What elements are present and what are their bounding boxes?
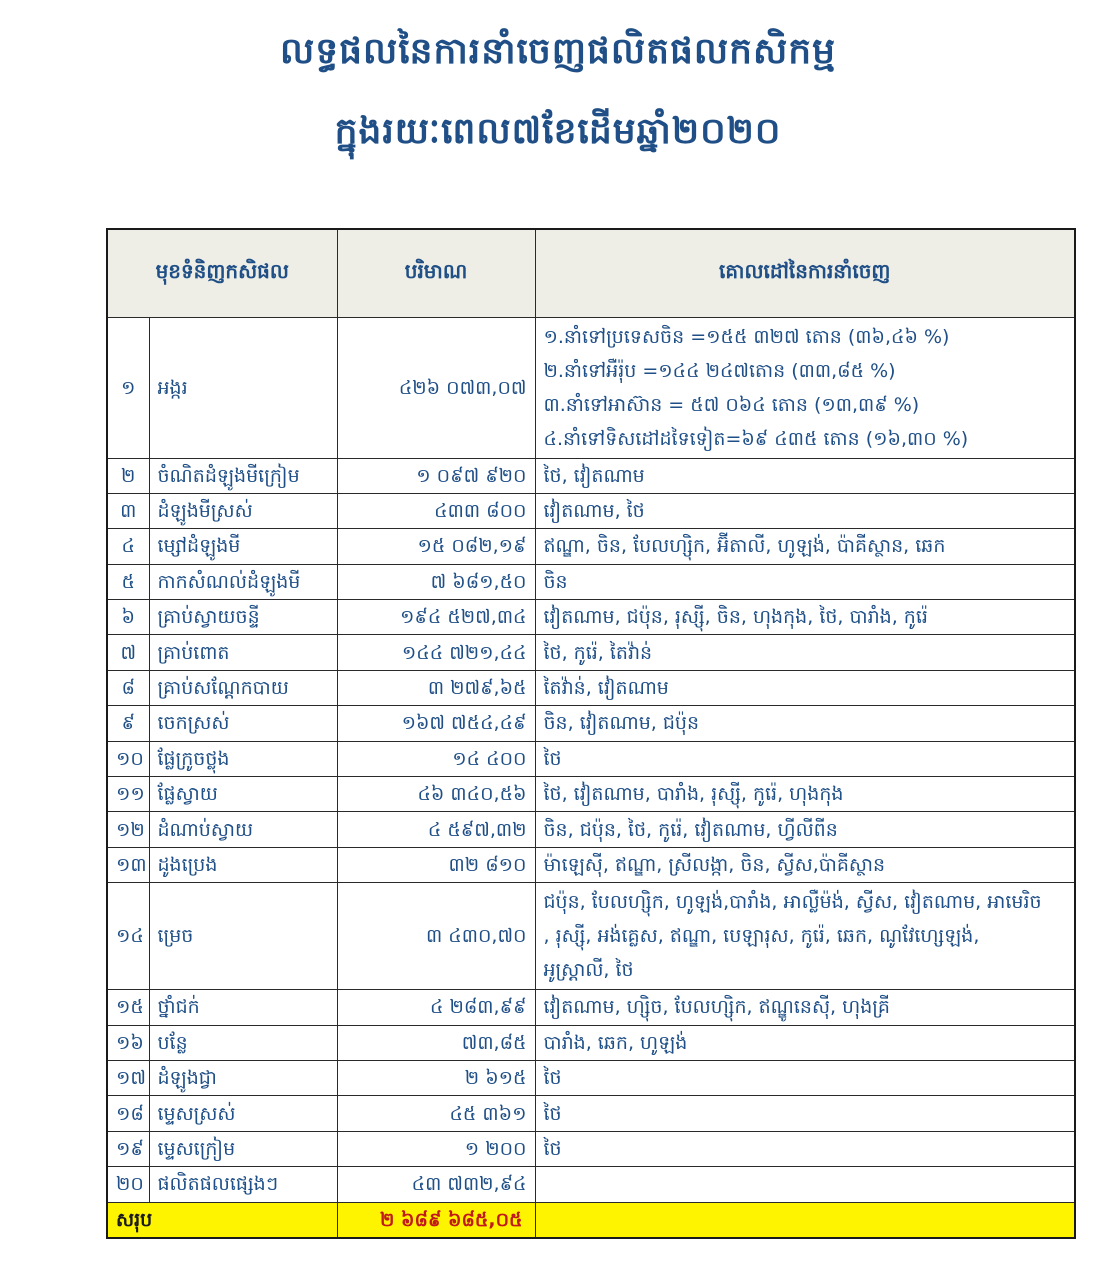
destination-value (535, 317, 1075, 458)
table-body (107, 317, 1075, 1238)
quantity-value: ១ ០៩៧ ៩២០ (337, 458, 535, 493)
quantity-value: ១៤ ៤០០ (337, 741, 535, 776)
table-header-row (107, 229, 1075, 317)
export-table (106, 228, 1076, 1239)
quantity-value: ៣ ២៧៩,៦៥ (337, 670, 535, 705)
table-row (107, 564, 1075, 599)
destination-value: ម៉ាឡេស៊ី, ឥណ្ឌា, ស្រីលង្កា, ចិន, ស្វីស,ប៉ាគីស្ថាន (535, 847, 1075, 882)
product-name: បន្លែ (149, 1025, 337, 1060)
product-name: គ្រាប់ពោត (149, 635, 337, 670)
quantity-value: ៤៦ ៣៤០,៥៦ (337, 777, 535, 812)
destination-line: ៤.នាំទៅទិសដៅដទៃទៀត=៦៩ ៤៣៥ តោន (១៦,៣០ %) (543, 427, 969, 450)
quantity-value: ៤៥ ៣៦១ (337, 1096, 535, 1131)
product-name: ផលិតផលផ្សេងៗ (149, 1167, 337, 1202)
row-number: ១១ (107, 777, 149, 812)
table-row (107, 706, 1075, 741)
row-number: ១៤ (107, 883, 149, 990)
product-name: ម្រេច (149, 883, 337, 990)
destination-value: ថៃ, វៀតណាម, បារាំង, រុស្ស៊ី, កូរ៉េ, ហុងកុង (535, 777, 1075, 812)
product-name: ម្សៅដំឡូងមី (149, 529, 337, 564)
quantity-value: ២ ៦១៥ (337, 1060, 535, 1095)
destination-value: ចិន (535, 564, 1075, 599)
destination-value: ចិន, ជប៉ុន, ថៃ, កូរ៉េ, វៀតណាម, ហ្វីលីពីន (535, 812, 1075, 847)
quantity-value: ៤ ២៨៣,៩៩ (337, 990, 535, 1025)
product-name: ម្ទេសក្រៀម (149, 1131, 337, 1166)
product-name: គ្រាប់ស្វាយចន្ទី (149, 600, 337, 635)
total-label: សរុប (107, 1202, 337, 1238)
row-number: ១៣ (107, 847, 149, 882)
row-number: ១៦ (107, 1025, 149, 1060)
quantity-value: ៤៣៣ ៨០០ (337, 493, 535, 528)
quantity-value: ៣ ៤៣០,៧០ (337, 883, 535, 990)
destination-value: ថៃ, វៀតណាម (535, 458, 1075, 493)
product-name: ចេកស្រស់ (149, 706, 337, 741)
product-name: គ្រាប់សណ្តែកបាយ (149, 670, 337, 705)
row-number: ១ (107, 317, 149, 458)
destination-value: ឥណ្ឌា, ចិន, បែលហ្ស៊ិក, អ៊ីតាលី, ហូឡង់, ប៉ាគីស្ថាន, ឆេក (535, 529, 1075, 564)
table-row (107, 670, 1075, 705)
table-row (107, 1167, 1075, 1202)
product-name: ផ្លែក្រូចថ្លុង (149, 741, 337, 776)
column-header-quantity: បរិមាណ (337, 229, 535, 317)
total-row (107, 1202, 1075, 1238)
product-name: ដំឡូងមីស្រស់ (149, 493, 337, 528)
row-number: ៨ (107, 670, 149, 705)
destination-value: វៀតណាម, ថៃ (535, 493, 1075, 528)
row-number: ៧ (107, 635, 149, 670)
quantity-value: ១៤៤ ៧២១,៤៤ (337, 635, 535, 670)
table-row (107, 529, 1075, 564)
destination-value: វៀតណាម, ហ្ស៊ិច, បែលហ្ស៊ិក, ឥណ្ឌូនេស៊ី, ហុងគ្រី (535, 990, 1075, 1025)
destination-value: ថៃ (535, 1060, 1075, 1095)
table-row (107, 1131, 1075, 1166)
destination-value: តៃវ៉ាន់, វៀតណាម (535, 670, 1075, 705)
row-number: ៥ (107, 564, 149, 599)
page-title: លទ្ធផលនៃការនាំចេញផលិតផលកសិកម្ម (279, 31, 836, 72)
product-name: អង្ករ (149, 317, 337, 458)
destination-value: វៀតណាម, ជប៉ុន, រុស្ស៊ី, ចិន, ហុងកុង, ថៃ, បារាំង, កូរ៉េ (535, 600, 1075, 635)
table-row (107, 458, 1075, 493)
quantity-value: ៣២ ៨១០ (337, 847, 535, 882)
total-destination-empty (535, 1202, 1075, 1238)
row-number: ១២ (107, 812, 149, 847)
row-number: ៣ (107, 493, 149, 528)
product-name: ថ្នាំជក់ (149, 990, 337, 1025)
quantity-value: ៧ ៦៨១,៥០ (337, 564, 535, 599)
product-name: ដំណាប់ស្វាយ (149, 812, 337, 847)
product-name: ម្ទេសស្រស់ (149, 1096, 337, 1131)
table-row (107, 990, 1075, 1025)
quantity-value: ៤២៦ ០៧៣,០៧ (337, 317, 535, 458)
destination-value: ថៃ, កូរ៉េ, តៃវ៉ាន់ (535, 635, 1075, 670)
table-row (107, 847, 1075, 882)
quantity-value: ៤៣ ៧៣២,៩៤ (337, 1167, 535, 1202)
column-header-destination: គោលដៅនៃការនាំចេញ (535, 229, 1075, 317)
table-row (107, 493, 1075, 528)
row-number: ១០ (107, 741, 149, 776)
table-row (107, 883, 1075, 990)
destination-line: អូស្ត្រាលី, ថៃ (543, 959, 634, 982)
quantity-value: ១ ២០០ (337, 1131, 535, 1166)
table-row (107, 1060, 1075, 1095)
table-row (107, 1025, 1075, 1060)
quantity-value: ៤ ៥៩៧,៣២ (337, 812, 535, 847)
product-name: ផ្លែស្វាយ (149, 777, 337, 812)
row-number: ២ (107, 458, 149, 493)
quantity-value: ១៩៤ ៥២៧,៣៤ (337, 600, 535, 635)
destination-line: ៣.នាំទៅអាស៊ាន = ៥៧ ០៦៤ តោន (១៣,៣៩ %) (543, 393, 920, 416)
product-name: ដូងប្រេង (149, 847, 337, 882)
table-row (107, 600, 1075, 635)
product-name: កាកសំណល់ដំឡូងមី (149, 564, 337, 599)
row-number: ៤ (107, 529, 149, 564)
table-row (107, 635, 1075, 670)
destination-line: ជប៉ុន, បែលហ្ស៊ិក, ហូឡង់,បារាំង, អាល្លឺម៉ង់, ស្វីស, វៀតណាម, អាមេរិច (543, 891, 1042, 914)
row-number: ២០ (107, 1167, 149, 1202)
destination-line: , រុស្ស៊ី, អង់គ្លេស, ឥណ្ឌា, បេឡារុស, កូរ៉េ, ឆេក, ណូវែហ្សេឡង់, (543, 925, 980, 948)
total-quantity: ២ ៦៨៩ ៦៨៥,០៥ (337, 1202, 535, 1238)
destination-value: ថៃ (535, 1131, 1075, 1166)
row-number: ៦ (107, 600, 149, 635)
row-number: ១៨ (107, 1096, 149, 1131)
table-row (107, 741, 1075, 776)
row-number: ១៥ (107, 990, 149, 1025)
row-number: ១៧ (107, 1060, 149, 1095)
quantity-value: ៧៣,៨៥ (337, 1025, 535, 1060)
table-row (107, 777, 1075, 812)
destination-value: ថៃ (535, 1096, 1075, 1131)
page-subtitle: ក្នុងរយៈពេល៧ខែដើមឆ្នាំ២០២០ (334, 111, 782, 152)
quantity-value: ១៦៧ ៧៥៤,៤៩ (337, 706, 535, 741)
destination-value (535, 1167, 1075, 1202)
column-header-product: មុខទំនិញកសិផល (107, 229, 337, 317)
product-name: ចំណិតដំឡូងមីក្រៀម (149, 458, 337, 493)
destination-value: ចិន, វៀតណាម, ជប៉ុន (535, 706, 1075, 741)
destination-value: ថៃ (535, 741, 1075, 776)
table-row (107, 1096, 1075, 1131)
destination-line: ១.នាំទៅប្រទេសចិន =១៥៥ ៣២៧ តោន (៣៦,៤៦ %) (543, 325, 950, 348)
row-number: ៩ (107, 706, 149, 741)
destination-value (535, 883, 1075, 990)
quantity-value: ១៥ ០៨២,១៩ (337, 529, 535, 564)
product-name: ដំឡូងជ្វា (149, 1060, 337, 1095)
table-row (107, 317, 1075, 458)
destination-value: បារាំង, ឆេក, ហូឡង់ (535, 1025, 1075, 1060)
destination-line: ២.នាំទៅអឺរ៉ុប =១៤៤ ២៤៧តោន (៣៣,៨៥ %) (543, 359, 896, 382)
table-row (107, 812, 1075, 847)
row-number: ១៩ (107, 1131, 149, 1166)
